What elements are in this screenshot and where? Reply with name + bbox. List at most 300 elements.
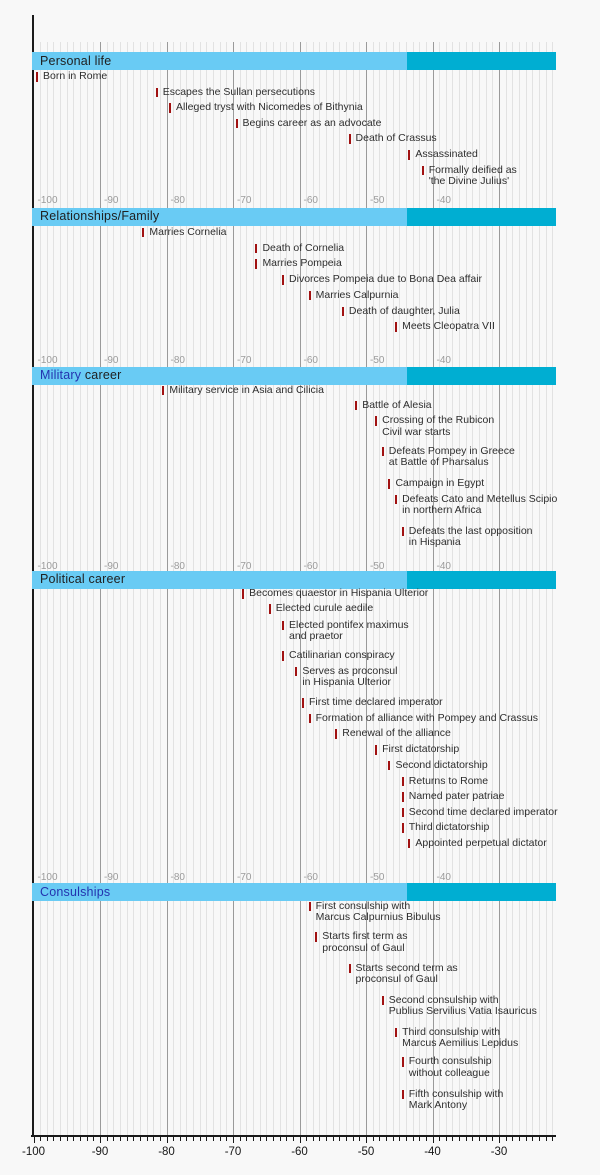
timeline-event <box>402 526 533 549</box>
section-axis-label: -100 <box>37 355 58 366</box>
x-axis-tick <box>240 1137 241 1142</box>
event-label: Assassinated <box>415 148 478 160</box>
year-gridline <box>213 42 214 1135</box>
section-axis-label: -60 <box>303 561 318 572</box>
year-gridline <box>472 42 473 1135</box>
section-axis-label: -60 <box>303 871 318 883</box>
x-axis-tick <box>353 1137 354 1142</box>
section-header-political-career <box>32 571 556 589</box>
event-label: Second dictatorship <box>395 758 488 771</box>
x-axis-tick <box>413 1137 414 1142</box>
x-axis-tick <box>472 1137 473 1142</box>
x-axis-tick <box>486 1137 487 1142</box>
year-gridline <box>506 42 507 1135</box>
x-axis-tick <box>226 1137 227 1142</box>
section-title-link[interactable]: Military <box>40 368 82 382</box>
section-axis-label: -90 <box>104 871 119 883</box>
event-tick-icon <box>395 1028 397 1038</box>
x-axis-tick <box>200 1137 201 1142</box>
timeline-event <box>169 102 363 114</box>
section-axis-label: -50 <box>370 561 385 572</box>
section-axis-label: -50 <box>370 355 385 366</box>
timeline-event <box>402 822 490 834</box>
event-tick-icon <box>349 964 351 974</box>
x-axis-tick <box>506 1137 507 1142</box>
event-label: Third consulship with Marcus Aemilius Lepidus <box>402 1025 519 1050</box>
section-axis-label: -80 <box>170 194 185 206</box>
x-axis-tick <box>87 1137 88 1142</box>
year-gridline <box>532 42 533 1135</box>
section-header-personal-life <box>32 52 556 70</box>
x-axis-tick <box>147 1137 148 1142</box>
section-axis-label: -70 <box>237 194 252 206</box>
x-axis-label: -30 <box>490 1146 508 1158</box>
x-axis-tick <box>426 1137 427 1142</box>
event-label: Death of Cornelia <box>262 241 345 254</box>
event-label: First dictatorship <box>382 743 460 755</box>
x-axis-tick <box>452 1137 453 1142</box>
year-gridline <box>140 42 141 1135</box>
x-axis-tick <box>153 1137 154 1142</box>
section-header-relationships-family <box>32 208 556 226</box>
section-title-text: career <box>81 368 122 382</box>
event-tick-icon <box>302 698 304 708</box>
year-gridline <box>539 42 540 1135</box>
timeline-event <box>349 963 458 986</box>
event-label: Second consulship with Publius Servilius Vatia Isauricus <box>388 993 537 1018</box>
event-tick-icon <box>375 745 377 755</box>
timeline-event <box>295 666 397 689</box>
x-axis-tick <box>53 1137 54 1142</box>
year-gridline <box>180 42 181 1135</box>
section-title-consulships <box>40 885 110 899</box>
section-title-political-career <box>40 572 125 586</box>
year-gridline <box>186 42 187 1135</box>
x-axis-tick <box>399 1137 400 1142</box>
event-label: First consulship with Marcus Calpurnius Bibulus <box>315 899 441 924</box>
x-axis-tick <box>253 1137 254 1142</box>
event-tick-icon <box>395 495 397 505</box>
section-axis-label: -80 <box>170 561 185 572</box>
event-tick-icon <box>335 729 337 739</box>
section-axis-label: -40 <box>436 194 451 206</box>
timeline-event <box>382 995 537 1018</box>
timeline-event <box>402 807 558 819</box>
event-label: Marries Cornelia <box>149 225 227 238</box>
timeline-event <box>162 385 324 397</box>
x-axis-label: -100 <box>21 1146 46 1158</box>
x-axis-tick <box>499 1137 500 1143</box>
x-axis-tick <box>160 1137 161 1142</box>
year-gridline <box>552 42 553 1135</box>
timeline-event <box>309 290 399 302</box>
section-axis-label: -100 <box>37 194 58 206</box>
x-axis-tick <box>140 1137 141 1142</box>
year-gridline <box>466 42 467 1135</box>
year-gridline <box>240 42 241 1135</box>
event-tick-icon <box>422 166 424 176</box>
event-tick-icon <box>402 777 404 787</box>
x-axis-label: -90 <box>91 1146 109 1158</box>
event-tick-icon <box>402 808 404 818</box>
year-gridline <box>147 42 148 1135</box>
x-axis-tick <box>280 1137 281 1142</box>
x-axis-tick <box>346 1137 347 1142</box>
x-axis-tick <box>459 1137 460 1142</box>
x-axis-tick <box>180 1137 181 1142</box>
event-label: Starts first term as proconsul of Gaul <box>322 930 408 954</box>
year-gridline <box>486 42 487 1135</box>
event-tick-icon <box>349 134 351 144</box>
timeline-event <box>422 165 517 188</box>
x-axis-tick <box>60 1137 61 1142</box>
year-gridline <box>220 42 221 1135</box>
event-tick-icon <box>388 479 390 489</box>
year-gridline <box>127 42 128 1135</box>
event-tick-icon <box>36 72 38 82</box>
timeline-event <box>309 713 538 725</box>
timeline-event <box>408 838 546 850</box>
x-axis-tick <box>552 1137 553 1142</box>
section-header-highlight <box>407 367 556 385</box>
timeline-event <box>402 1056 492 1079</box>
event-tick-icon <box>156 88 158 98</box>
year-gridline <box>133 42 134 1135</box>
timeline-event <box>395 494 557 517</box>
timeline-event <box>269 603 373 615</box>
timeline-event <box>156 87 315 99</box>
x-axis-tick <box>373 1137 374 1142</box>
event-label: Fourth consulship without colleague <box>408 1055 492 1079</box>
x-axis-tick <box>526 1137 527 1142</box>
x-axis-tick <box>273 1137 274 1142</box>
x-axis-tick <box>100 1137 101 1143</box>
year-gridline <box>193 42 194 1135</box>
x-axis-tick <box>339 1137 340 1142</box>
section-axis-label: -40 <box>436 355 451 366</box>
year-gridline <box>87 42 88 1135</box>
year-gridline <box>80 42 81 1135</box>
timeline-event <box>382 446 515 469</box>
event-label: Defeats Pompey in Greece at Battle of Pharsalus <box>388 444 515 469</box>
timeline-event <box>375 415 494 438</box>
event-label: Marries Calpurnia <box>315 288 399 301</box>
event-label: Elected curule aedile <box>275 602 374 615</box>
section-axis-label: -90 <box>104 561 119 572</box>
section-header-highlight <box>407 883 556 901</box>
timeline-event <box>236 118 382 130</box>
timeline-event <box>402 776 488 788</box>
event-label: Crossing of the Rubicon Civil war starts <box>382 414 495 438</box>
x-axis-tick <box>266 1137 267 1142</box>
x-axis-label: -50 <box>357 1146 375 1158</box>
event-label: Serves as proconsul in Hispania Ulterior <box>302 664 398 689</box>
event-label: Starts second term as proconsul of Gaul <box>355 961 458 986</box>
x-axis-tick <box>446 1137 447 1142</box>
event-label: Escapes the Sullan persecutions <box>162 85 316 98</box>
x-axis-tick <box>80 1137 81 1142</box>
event-tick-icon <box>408 839 410 849</box>
event-tick-icon <box>402 1057 404 1067</box>
section-header-consulships <box>32 883 556 901</box>
section-header-highlight <box>407 208 556 226</box>
event-tick-icon <box>382 996 384 1006</box>
x-axis-tick <box>233 1137 234 1143</box>
year-gridline <box>459 42 460 1135</box>
timeline-event <box>255 243 344 255</box>
event-label: Death of Crassus <box>355 132 437 144</box>
year-gridline <box>526 42 527 1135</box>
event-tick-icon <box>282 621 284 631</box>
year-gridline <box>160 42 161 1135</box>
timeline-event <box>282 620 409 643</box>
timeline-event <box>315 931 407 954</box>
event-tick-icon <box>236 119 238 129</box>
year-gridline <box>93 42 94 1135</box>
x-axis-tick <box>120 1137 121 1142</box>
timeline-event <box>282 274 482 286</box>
section-header-military-career <box>32 367 556 385</box>
timeline-event <box>335 728 451 740</box>
event-label: Meets Cleopatra VII <box>402 320 495 333</box>
x-axis-tick <box>326 1137 327 1142</box>
event-label: Alleged tryst with Nicomedes of Bithynia <box>176 101 363 113</box>
event-tick-icon <box>309 714 311 724</box>
event-tick-icon <box>342 307 344 317</box>
timeline-event <box>282 650 395 662</box>
timeline-event <box>375 744 459 756</box>
event-label: Becomes quaestor in Hispania Ulterior <box>249 587 429 600</box>
timeline-event <box>395 321 495 333</box>
x-axis-tick <box>73 1137 74 1142</box>
x-axis-tick <box>519 1137 520 1142</box>
x-axis-tick <box>439 1137 440 1142</box>
x-axis-tick <box>220 1137 221 1142</box>
x-axis-tick <box>260 1137 261 1142</box>
section-axis-label: -70 <box>237 355 252 366</box>
section-title-military-career <box>40 368 122 382</box>
year-gridline <box>512 42 513 1135</box>
section-title-text: Relationships/Family <box>40 209 160 223</box>
timeline-event <box>388 478 484 490</box>
decade-gridline <box>167 42 168 1135</box>
year-gridline <box>120 42 121 1135</box>
event-label: Named pater patriae <box>408 790 505 803</box>
event-tick-icon <box>142 228 144 238</box>
x-axis-tick <box>293 1137 294 1142</box>
section-header-highlight <box>407 571 556 589</box>
section-title-personal-life <box>40 54 111 68</box>
year-gridline <box>226 42 227 1135</box>
section-axis-label: -50 <box>370 194 385 206</box>
year-gridline <box>40 42 41 1135</box>
event-label: Battle of Alesia <box>362 398 432 411</box>
timeline-event <box>342 306 460 318</box>
event-label: Formation of alliance with Pompey and Crassus <box>315 711 538 724</box>
x-axis-tick <box>127 1137 128 1142</box>
x-axis-label: -40 <box>424 1146 441 1158</box>
timeline-event <box>402 1089 504 1112</box>
x-axis-tick <box>406 1137 407 1142</box>
section-header-highlight <box>407 52 556 70</box>
x-axis-tick <box>67 1137 68 1142</box>
event-tick-icon <box>309 291 311 301</box>
section-title-text: Personal life <box>40 53 112 68</box>
year-gridline <box>67 42 68 1135</box>
year-gridline <box>153 42 154 1135</box>
x-axis-tick <box>546 1137 547 1142</box>
x-axis-tick <box>213 1137 214 1142</box>
x-axis-tick <box>386 1137 387 1142</box>
event-label: Formally deified as 'the Divine Julius' <box>428 163 517 188</box>
year-gridline <box>206 42 207 1135</box>
timeline-event <box>388 760 487 772</box>
section-axis-label: -90 <box>104 194 119 206</box>
x-axis-tick <box>492 1137 493 1142</box>
event-label: Divorces Pompeia due to Bona Dea affair <box>289 273 483 285</box>
section-axis-label: -80 <box>170 871 185 883</box>
x-axis-tick <box>193 1137 194 1142</box>
event-tick-icon <box>402 1090 404 1100</box>
year-gridline <box>173 42 174 1135</box>
year-gridline <box>113 42 114 1135</box>
x-axis-tick <box>47 1137 48 1142</box>
event-label: Born in Rome <box>43 70 108 82</box>
decade-gridline <box>499 42 500 1135</box>
event-tick-icon <box>375 416 377 426</box>
timeline-event <box>395 1027 518 1050</box>
timeline-event <box>36 71 107 83</box>
year-gridline <box>53 42 54 1135</box>
x-axis-tick <box>186 1137 187 1142</box>
event-tick-icon <box>282 275 284 285</box>
event-label: Catilinarian conspiracy <box>289 649 395 661</box>
x-axis-tick <box>286 1137 287 1142</box>
x-axis-label: -60 <box>291 1146 308 1158</box>
year-gridline <box>107 42 108 1135</box>
event-tick-icon <box>408 150 410 160</box>
x-axis-tick <box>479 1137 480 1142</box>
x-axis-tick <box>532 1137 533 1142</box>
section-axis-label: -100 <box>37 871 58 883</box>
x-axis-tick <box>133 1137 134 1142</box>
decade-gridline <box>233 42 234 1135</box>
event-tick-icon <box>269 604 271 614</box>
x-axis-tick <box>393 1137 394 1142</box>
event-tick-icon <box>402 823 404 833</box>
timeline-event <box>255 258 341 270</box>
timeline-event <box>302 697 443 709</box>
event-tick-icon <box>295 667 297 677</box>
x-axis-tick <box>306 1137 307 1142</box>
event-tick-icon <box>169 103 171 113</box>
event-label: Appointed perpetual dictator <box>415 836 547 849</box>
x-axis-tick <box>167 1137 168 1143</box>
year-gridline <box>546 42 547 1135</box>
event-label: Defeats Cato and Metellus Scipio in northern Africa <box>402 492 558 517</box>
section-axis-label: -70 <box>237 561 252 572</box>
event-label: Second time declared imperator <box>408 805 558 818</box>
event-tick-icon <box>255 259 257 269</box>
section-axis-label: -70 <box>237 871 252 883</box>
timeline-event <box>142 227 226 239</box>
x-axis-tick <box>359 1137 360 1142</box>
event-label: Renewal of the alliance <box>342 727 451 740</box>
event-label: Death of daughter, Julia <box>348 304 460 317</box>
event-tick-icon <box>282 651 284 661</box>
timeline-event <box>408 149 477 161</box>
event-tick-icon <box>315 932 317 942</box>
x-axis-tick <box>246 1137 247 1142</box>
event-label: Elected pontifex maximus and praetor <box>289 618 409 643</box>
section-title-link[interactable]: Consulships <box>40 884 111 899</box>
x-axis-label: -70 <box>224 1146 242 1158</box>
x-axis-tick <box>319 1137 320 1142</box>
year-gridline <box>73 42 74 1135</box>
event-tick-icon <box>382 447 384 457</box>
timeline-event <box>355 400 431 412</box>
section-title-text: Political career <box>40 572 126 586</box>
section-axis-label: -100 <box>37 561 58 572</box>
event-label: Military service in Asia and Cilicia <box>169 383 324 396</box>
year-gridline <box>200 42 201 1135</box>
x-axis-tick <box>333 1137 334 1142</box>
x-axis-tick <box>366 1137 367 1143</box>
timeline-event <box>402 791 505 803</box>
event-tick-icon <box>355 401 357 411</box>
event-tick-icon <box>309 902 311 912</box>
x-axis-tick <box>433 1137 434 1143</box>
x-axis-tick <box>34 1137 35 1143</box>
x-axis-tick <box>539 1137 540 1142</box>
timeline-event <box>349 133 437 145</box>
x-axis-tick <box>512 1137 513 1142</box>
event-tick-icon <box>402 527 404 537</box>
decade-gridline <box>100 42 101 1135</box>
year-gridline <box>479 42 480 1135</box>
section-axis-label: -40 <box>436 561 451 572</box>
x-axis-tick <box>40 1137 41 1142</box>
event-tick-icon <box>162 386 164 396</box>
year-gridline <box>519 42 520 1135</box>
event-label: Defeats the last opposition in Hispania <box>408 524 533 549</box>
x-axis-tick <box>466 1137 467 1142</box>
event-label: Returns to Rome <box>408 774 489 787</box>
event-tick-icon <box>255 244 257 254</box>
x-axis-tick <box>113 1137 114 1142</box>
x-axis-tick <box>107 1137 108 1142</box>
section-axis-label: -50 <box>370 871 385 883</box>
year-gridline <box>47 42 48 1135</box>
event-label: Campaign in Egypt <box>395 477 485 490</box>
event-label: Begins career as an advocate <box>242 116 382 129</box>
x-axis-label: -80 <box>158 1146 175 1158</box>
event-label: Fifth consulship with Mark Antony <box>408 1087 504 1112</box>
section-axis-label: -60 <box>303 355 318 366</box>
x-axis-tick <box>206 1137 207 1142</box>
event-label: Third dictatorship <box>408 821 490 833</box>
event-label: First time declared imperator <box>309 696 443 709</box>
x-axis-tick <box>379 1137 380 1142</box>
event-tick-icon <box>395 322 397 332</box>
year-gridline <box>492 42 493 1135</box>
section-axis-label: -60 <box>303 194 318 206</box>
x-axis-tick <box>93 1137 94 1142</box>
event-tick-icon <box>402 792 404 802</box>
event-tick-icon <box>242 589 244 599</box>
event-label: Marries Pompeia <box>262 257 342 270</box>
x-axis-tick <box>313 1137 314 1142</box>
